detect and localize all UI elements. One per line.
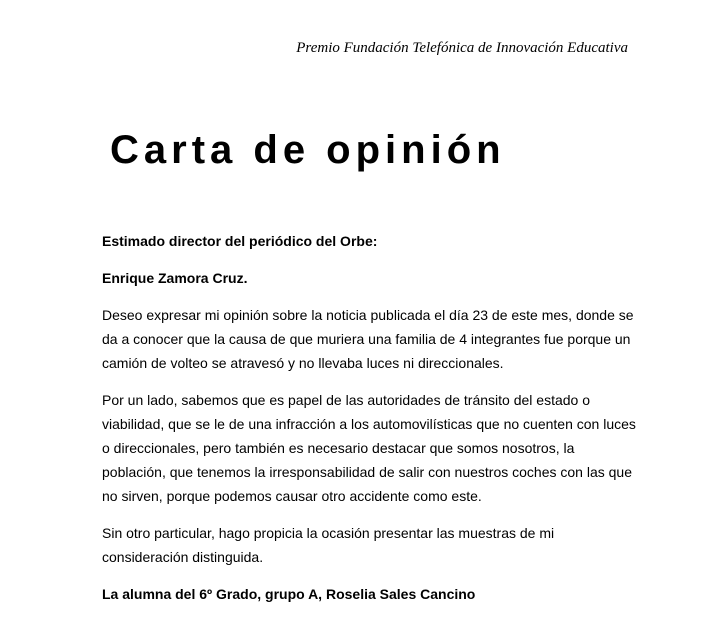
recipient-name: Enrique Zamora Cruz.	[102, 270, 248, 286]
paragraph-opinion: Deseo expresar mi opinión sobre la noticia publicada el día 23 de este mes, donde se da a conocer que la causa de que muriera una familia de 4 integrantes fue porque un camión de volteo se atravesó y no llevaba luces ni direccionales.	[102, 307, 634, 371]
signature: La alumna del 6º Grado, grupo A, Roselia Sales Cancino	[102, 586, 476, 602]
paragraph-closing: Sin otro particular, hago propicia la ocasión presentar las muestras de mi consideración distinguida.	[102, 525, 555, 565]
letter-body	[102, 229, 642, 619]
paragraph-argument: Por un lado, sabemos que es papel de las autoridades de tránsito del estado o viabilidad, que se le de una infracción a los automovilísticas que no cuenten con luces o direccionales, pero también es necesario destacar que somos nosotros, la población, que tenemos la irresponsabilidad de salir con nuestros coches con las que no sirven, porque podemos causar otro accidente como este.	[102, 392, 636, 504]
greeting: Estimado director del periódico del Orbe:	[102, 233, 378, 249]
document-title: Carta de opinión	[110, 128, 506, 172]
award-header: Premio Fundación Telefónica de Innovación Educativa	[296, 40, 628, 56]
